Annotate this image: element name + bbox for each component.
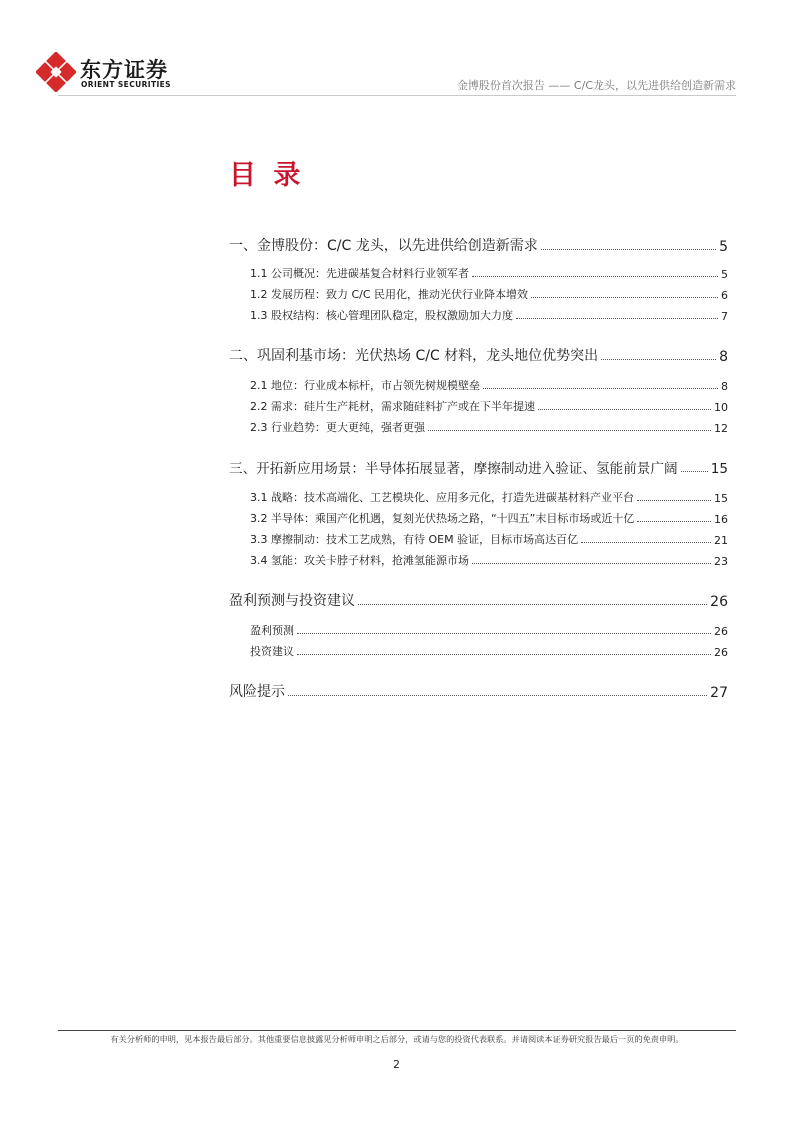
toc-leader-dots xyxy=(538,409,711,410)
toc-entry-investment-advice[interactable] xyxy=(250,643,728,659)
toc-leader-dots xyxy=(472,276,718,277)
toc-entry-label: 2.3 行业趋势：更大更纯，强者更强 xyxy=(250,421,425,434)
toc-entry-label: 投资建议 xyxy=(250,645,294,658)
toc-leader-dots xyxy=(483,388,718,389)
toc-entry-page: 8 xyxy=(721,380,728,393)
toc-entry-section-3[interactable] xyxy=(229,457,728,477)
footer-disclaimer: 有关分析师的申明，见本报告最后部分。其他重要信息披露见分析师申明之后部分，或请与您的投资代表联系。并请阅读本证券研究报告最后一页的免责申明。 xyxy=(110,1034,684,1044)
toc-entry-page: 10 xyxy=(714,401,728,414)
toc-entry-page: 21 xyxy=(714,534,728,547)
toc-leader-dots xyxy=(581,542,711,543)
toc-entry-page: 5 xyxy=(721,268,728,281)
toc-leader-dots xyxy=(531,297,718,298)
toc-leader-dots xyxy=(472,563,711,564)
page-number: 2 xyxy=(393,1058,400,1071)
toc-entry-2-1[interactable] xyxy=(250,377,728,393)
toc-leader-dots xyxy=(601,359,716,360)
toc-entry-section-1[interactable] xyxy=(229,235,728,255)
toc-leader-dots xyxy=(637,500,711,501)
toc-entry-label: 二、巩固利基市场：光伏热场 C/C 材料，龙头地位优势突出 xyxy=(229,348,599,364)
toc-entry-page: 6 xyxy=(721,289,728,302)
toc-entry-label: 2.2 需求：硅片生产耗材，需求随硅料扩产或在下半年提速 xyxy=(250,400,535,413)
toc-entry-label: 盈利预测 xyxy=(250,624,294,637)
toc-entry-label: 2.1 地位：行业成本标杆，市占领先树规模壁垒 xyxy=(250,379,480,392)
toc-entry-1-1[interactable] xyxy=(250,265,728,281)
toc-entry-label: 3.2 半导体：乘国产化机遇，复刻光伏热场之路，“十四五”末目标市场或近十亿 xyxy=(250,512,635,525)
toc-leader-dots xyxy=(288,695,707,696)
toc-entry-1-3[interactable] xyxy=(250,307,728,323)
orient-securities-logo-icon xyxy=(36,52,76,92)
toc-leader-dots xyxy=(297,654,711,655)
toc-entry-profit-forecast[interactable] xyxy=(250,622,728,638)
toc-entry-3-3[interactable] xyxy=(250,531,728,547)
company-logo xyxy=(36,52,176,92)
logo-chinese-name: 东方证券 xyxy=(80,58,168,82)
toc-entry-section-2[interactable] xyxy=(229,345,728,365)
toc-leader-dots xyxy=(358,604,707,605)
toc-entry-page: 15 xyxy=(714,492,728,505)
toc-entry-page: 26 xyxy=(714,625,728,638)
toc-entry-1-2[interactable] xyxy=(250,286,728,302)
header-divider xyxy=(58,95,736,96)
toc-heading: 目 录 xyxy=(229,160,305,191)
toc-entry-3-2[interactable] xyxy=(250,510,728,526)
toc-entry-page: 27 xyxy=(710,685,728,701)
toc-leader-dots xyxy=(428,430,711,431)
toc-entry-page: 26 xyxy=(710,594,728,610)
toc-entry-label: 3.4 氢能：攻关卡脖子材料，抢滩氢能源市场 xyxy=(250,554,469,567)
toc-entry-page: 26 xyxy=(714,646,728,659)
toc-entry-label: 1.1 公司概况：先进碳基复合材料行业领军者 xyxy=(250,267,469,280)
toc-entry-page: 8 xyxy=(719,349,728,365)
toc-leader-dots xyxy=(541,249,716,250)
toc-entry-3-1[interactable] xyxy=(250,489,728,505)
toc-entry-page: 16 xyxy=(714,513,728,526)
toc-entry-label: 一、金博股份：C/C 龙头，以先进供给创造新需求 xyxy=(229,238,538,254)
toc-entry-page: 15 xyxy=(710,461,728,477)
toc-entry-page: 5 xyxy=(719,239,728,255)
toc-entry-forecast-section[interactable] xyxy=(229,590,728,610)
toc-entry-label: 3.3 摩擦制动：技术工艺成熟，有待 OEM 验证，目标市场高达百亿 xyxy=(250,533,579,546)
toc-entry-label: 3.1 战略：技术高端化、工艺模块化、应用多元化，打造先进碳基材料产业平台 xyxy=(250,491,634,504)
toc-entry-label: 三、开拓新应用场景：半导体拓展显著，摩擦制动进入验证、氢能前景广阔 xyxy=(229,461,678,477)
toc-entry-risk-section[interactable] xyxy=(229,681,728,701)
footer-divider xyxy=(58,1030,736,1031)
toc-entry-2-3[interactable] xyxy=(250,419,728,435)
toc-leader-dots xyxy=(516,318,718,319)
toc-entry-2-2[interactable] xyxy=(250,398,728,414)
logo-english-name: ORIENT SECURITIES xyxy=(81,80,171,89)
toc-entry-label: 1.2 发展历程：致力 C/C 民用化，推动光伏行业降本增效 xyxy=(250,288,529,301)
toc-entry-label: 风险提示 xyxy=(229,684,285,700)
toc-entry-label: 1.3 股权结构：核心管理团队稳定，股权激励加大力度 xyxy=(250,309,513,322)
toc-entry-3-4[interactable] xyxy=(250,552,728,568)
toc-leader-dots xyxy=(681,471,708,472)
report-header-title: 金博股份首次报告 —— C/C龙头，以先进供给创造新需求 xyxy=(456,79,736,92)
toc-entry-page: 12 xyxy=(714,422,728,435)
toc-leader-dots xyxy=(637,521,711,522)
toc-leader-dots xyxy=(297,633,711,634)
toc-entry-page: 7 xyxy=(721,310,728,323)
toc-entry-page: 23 xyxy=(714,555,728,568)
toc-entry-label: 盈利预测与投资建议 xyxy=(229,593,355,609)
